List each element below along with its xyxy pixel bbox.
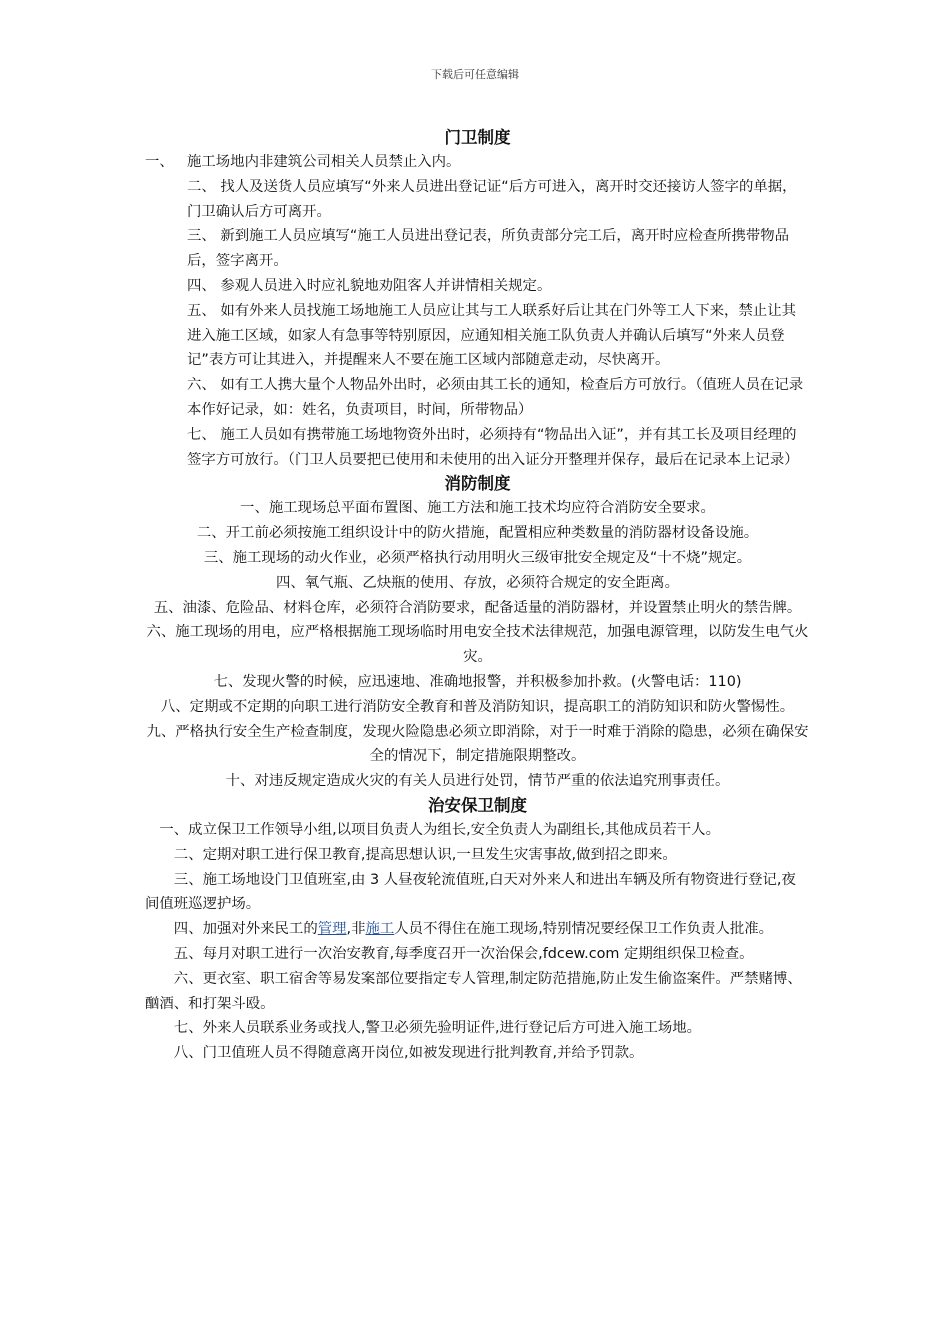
fire-item-4: 四、氧气瓶、乙炔瓶的使用、存放，必须符合规定的安全距离。 <box>276 574 679 591</box>
page-header: 下载后可任意编辑 <box>431 68 519 81</box>
fire-item-10: 十、对违反规定造成火灾的有关人员进行处罚，情节严重的依法追究刑事责任。 <box>225 773 730 790</box>
fire-item-5: 五、油漆、危险品、材料仓库，必须符合消防要求，配备适量的消防器材，并设置禁止明火的禁告牌。 <box>153 599 802 616</box>
guard-item-1-text: 施工场地内非建筑公司相关人员禁止入内。 <box>187 154 461 170</box>
guard-item-5: 五、 如有外来人员找施工场地施工人员应让其与工人联系好后让其在门外等工人下来，禁止让其进入施工区域，如家人有急事等特别原因，应通知相关施工队负责人并确认后填写“外来人员登记”表方可让其进入，并提醒来人不要在施工区域内部随意走动，尽快离开。 <box>187 302 796 369</box>
guard-item-1 <box>145 150 810 175</box>
document-body <box>145 126 810 1066</box>
guard-item-1-number: 一、 <box>145 154 174 170</box>
security-item-8: 八、门卫值班人员不得随意离开岗位,如被发现进行批判教育,并给予罚款。 <box>173 1045 644 1062</box>
management-link[interactable]: 管理 <box>317 921 347 938</box>
section-title-security: 治安保卫制度 <box>428 795 527 815</box>
section-title-guard: 门卫制度 <box>444 128 511 147</box>
security-item-5: 五、每月对职工进行一次治安教育,每季度召开一次治保会,fdcew.com 定期组织保卫检查。 <box>173 945 754 962</box>
security-item-7: 七、外来人员联系业务或找人,警卫必须先验明证件,进行登记后方可进入施工场地。 <box>173 1020 702 1037</box>
security-item-4-text-c: 人员不得住在施工现场,特别情况要经保卫工作负责人批准。 <box>394 921 774 938</box>
guard-item-2: 二、 找人及送货人员应填写“外来人员进出登记证“后方可进入，离开时交还接访人签字的单据，门卫确认后方可离开。 <box>187 178 797 220</box>
security-item-2: 二、定期对职工进行保卫教育,提高思想认识,一旦发生灾害事故,做到招之即来。 <box>173 846 677 863</box>
security-item-4 <box>145 917 810 942</box>
security-item-4-text-a: 四、加强对外来民工的 <box>173 921 318 938</box>
section-title-fire: 消防制度 <box>444 474 511 494</box>
guard-item-3: 三、 新到施工人员应填写“施工人员进出登记表，所负责部分完工后，离开时应检查所携带物品后，签字离开。 <box>187 228 790 270</box>
security-item-1: 一、成立保卫工作领导小组,以项目负责人为组长,安全负责人为副组长,其他成员若干人。 <box>159 821 720 838</box>
construction-link[interactable]: 施工 <box>365 921 395 938</box>
fire-item-7: 七、发现火警的时候，应迅速地、准确地报警，并积极参加扑救。(火警电话：110) <box>213 673 742 690</box>
fire-item-9: 九、严格执行安全生产检查制度，发现火险隐患必须立即消除，对于一时难于消除的隐患，必须在确保安全的情况下，制定措施限期整改。 <box>146 723 809 765</box>
security-item-3: 三、施工场地设门卫值班室,由 3 人昼夜轮流值班,白天对外来人和进出车辆及所有物资进行登记,夜间值班巡逻护场。 <box>145 871 796 913</box>
fire-item-6: 六、施工现场的用电，应严格根据施工现场临时用电安全技术法律规范，加强电源管理，以防发生电气火灾。 <box>146 624 809 666</box>
guard-item-7: 七、 施工人员如有携带施工场地物资外出时，必须持有“物品出入证”，并有其工长及项目经理的签字方可放行。（门卫人员要把已使用和未使用的出入证分开整理并保存，最后在记录本上记录） <box>187 426 799 468</box>
fire-item-8: 八、定期或不定期的向职工进行消防安全教育和普及消防知识，提高职工的消防知识和防火警惕性。 <box>160 698 795 715</box>
fire-item-3: 三、施工现场的动火作业，必须严格执行动用明火三级审批安全规定及“十不烧”规定。 <box>203 549 752 566</box>
guard-item-4: 四、 参观人员进入时应礼貌地劝阻客人并讲情相关规定。 <box>187 277 552 294</box>
guard-item-6: 六、 如有工人携大量个人物品外出时，必须由其工长的通知，检查后方可放行。（值班人员在记录本作好记录，如：姓名，负责项目，时间，所带物品） <box>187 377 804 418</box>
fire-item-2: 二、开工前必须按施工组织设计中的防火措施，配置相应种类数量的消防器材设备设施。 <box>196 525 759 542</box>
security-item-6: 六、更衣室、职工宿舍等易发案部位要指定专人管理,制定防范措施,防止发生偷盗案件。严禁赌博、酗酒、和打架斗殴。 <box>145 970 802 1012</box>
security-item-4-text-b: ,非 <box>346 921 366 938</box>
fire-item-1: 一、施工现场总平面布置图、施工方法和施工技术均应符合消防安全要求。 <box>240 500 715 517</box>
